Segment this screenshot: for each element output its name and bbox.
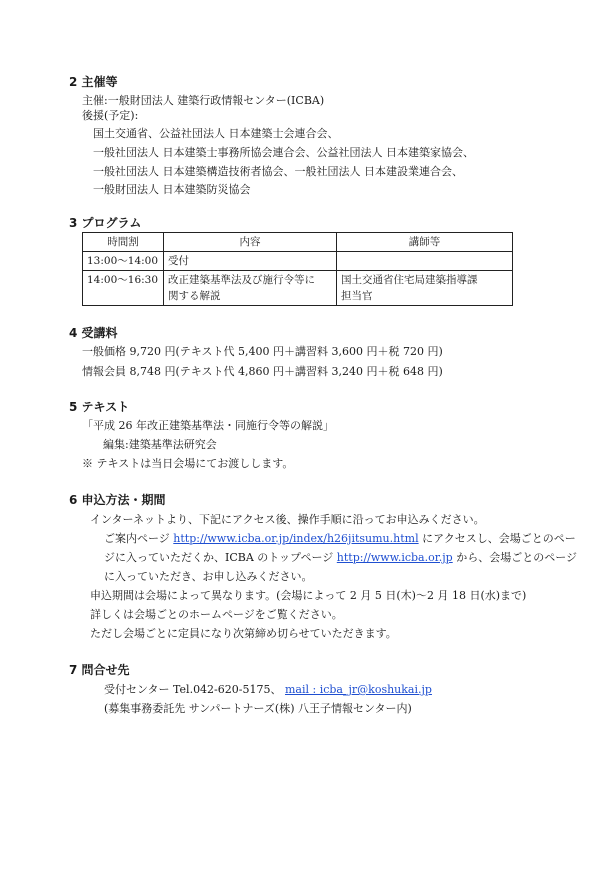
cell-time: 14:00～16:30 — [83, 271, 164, 306]
section-heading-text: 5 テキスト — [69, 400, 130, 414]
cell-content — [164, 271, 337, 306]
support-label: 後援(予定): — [82, 109, 139, 122]
top-page-text: から、会場ごとのページ — [452, 551, 577, 564]
cell-lecturer — [337, 271, 513, 306]
program-table — [82, 232, 513, 306]
application-line — [104, 552, 577, 563]
guide-page-link[interactable]: http://www.icba.or.jp/index/h26jitsumu.html — [173, 532, 419, 545]
cell-content: 受付 — [164, 252, 337, 271]
supporter-line: 一般社団法人 日本建築構造技術者協会、一般社団法人 日本建設業連合会、 — [93, 165, 463, 178]
supporter-line: 国土交通省、公益社団法人 日本建築士会連合会、 — [93, 127, 339, 140]
contact-tel: 受付センター Tel.042-620-5175、 — [104, 683, 285, 696]
fee-member: 情報会員 8,748 円(テキスト代 4,860 円＋講習料 3,240 円＋税 648 円) — [82, 365, 443, 378]
header-time: 時間割 — [83, 233, 164, 252]
application-intro: インターネットより、下記にアクセス後、操作手順に沿ってお申込みください。 — [90, 513, 485, 526]
table-row — [83, 271, 513, 306]
text-title: 「平成 26 年改正建築基準法・同施行令等の解説」 — [82, 419, 334, 432]
section-heading-program: 3 プログラム — [69, 216, 142, 230]
guide-text: にアクセスし、会場ごとのペー — [418, 532, 576, 545]
section-heading-application: 6 申込方法・期間 — [69, 493, 166, 507]
application-line — [104, 533, 576, 544]
cell-lecturer — [337, 252, 513, 271]
application-capacity: ただし会場ごとに定員になり次第締め切らせていただきます。 — [90, 627, 397, 640]
contact-mail-link[interactable]: mail : icba_jr@koshukai.jp — [284, 683, 432, 696]
supporter-line: 一般財団法人 日本建築防災協会 — [93, 183, 251, 196]
cell-time: 13:00～14:00 — [83, 252, 164, 271]
text-note: ※ テキストは当日会場にてお渡しします。 — [82, 457, 294, 470]
table-row — [83, 252, 513, 271]
fee-general: 一般価格 9,720 円(テキスト代 5,400 円＋講習料 3,600 円＋税 720 円) — [82, 345, 443, 358]
header-lecturer: 講師等 — [337, 233, 513, 252]
header-content: 内容 — [164, 233, 337, 252]
contact-line — [104, 684, 432, 695]
supporter-line: 一般社団法人 日本建築士事務所協会連合会、公益社団法人 日本建築家協会、 — [93, 146, 474, 159]
section-heading-contact: 7 問合せ先 — [69, 663, 130, 677]
guide-label: ご案内ページ — [104, 532, 174, 545]
content-line: 関する解説 — [168, 290, 221, 302]
content-line: 改正建築基準法及び施行令等に — [168, 274, 315, 286]
lecturer-line: 担当官 — [341, 290, 373, 302]
lecturer-line: 国土交通省住宅局建築指導課 — [341, 274, 478, 286]
text-editor: 編集:建築基準法研究会 — [103, 438, 217, 451]
sponsor-text: 主催:一般財団法人 建築行政情報センター(ICBA) — [82, 94, 325, 107]
section-heading-organizers: 2 主催等 — [69, 75, 118, 89]
section-heading-fee: 4 受講料 — [69, 326, 118, 340]
application-line: に入っていただき、お申し込みください。 — [104, 570, 313, 583]
icba-top-link[interactable]: http://www.icba.or.jp — [336, 551, 453, 564]
table-header-row — [83, 233, 513, 252]
contact-office: (募集事務委託先 サンパートナーズ(株) 八王子情報センター内) — [104, 702, 412, 715]
top-page-label: ジに入っていただくか、ICBA のトップページ — [104, 551, 337, 564]
application-period: 申込期間は会場によって異なります。(会場によって 2 月 5 日(木)～2 月 18 日(水)まで) — [90, 589, 527, 602]
application-details: 詳しくは会場ごとのホームページをご覧ください。 — [90, 608, 343, 621]
